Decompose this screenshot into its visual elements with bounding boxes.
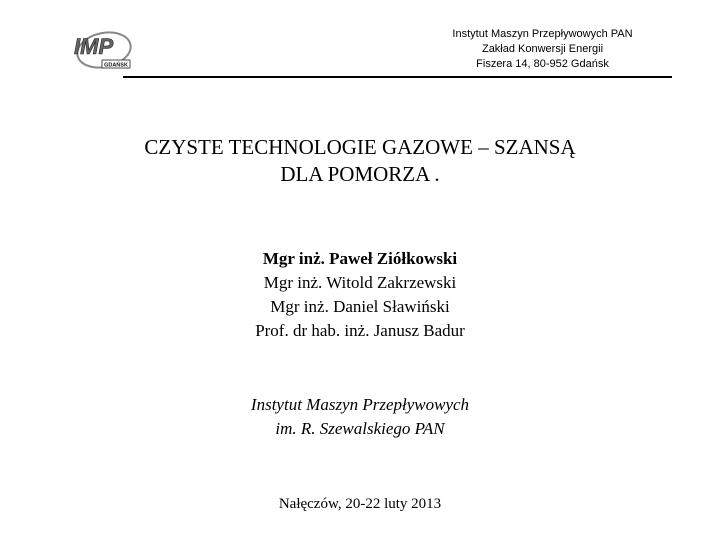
svg-text:IMP: IMP: [74, 34, 114, 59]
svg-text:GDAŃSK: GDAŃSK: [104, 62, 128, 69]
header-line-address: Fiszera 14, 80-952 Gdańsk: [476, 58, 609, 70]
header-line-department: Zakład Konwersji Energii: [481, 43, 604, 55]
place-date: Nałęczów, 20-22 luty 2013: [278, 496, 442, 512]
institute-address: [420, 27, 665, 72]
institution-line-2: im. R. Szewalskiego PAN: [275, 419, 445, 438]
title-line-2: DLA POMORZA .: [280, 162, 440, 186]
author-list: [180, 247, 540, 343]
institution-line-1: Instytut Maszyn Przepływowych: [250, 395, 470, 414]
author-name: Mgr inż. Paweł Ziółkowski: [262, 249, 458, 268]
title-line-1: CZYSTE TECHNOLOGIE GAZOWE – SZANSĄ: [144, 135, 576, 159]
page-title: [60, 134, 660, 188]
header-divider: [123, 76, 672, 78]
institution-block: [160, 393, 560, 441]
header-line-institute: Instytut Maszyn Przepływowych PAN: [452, 28, 633, 40]
author-name: Prof. dr hab. inż. Janusz Badur: [255, 321, 465, 340]
author-name: Mgr inż. Daniel Sławiński: [270, 297, 450, 316]
author-name: Mgr inż. Witold Zakrzewski: [263, 273, 457, 292]
imp-logo: [68, 26, 134, 74]
